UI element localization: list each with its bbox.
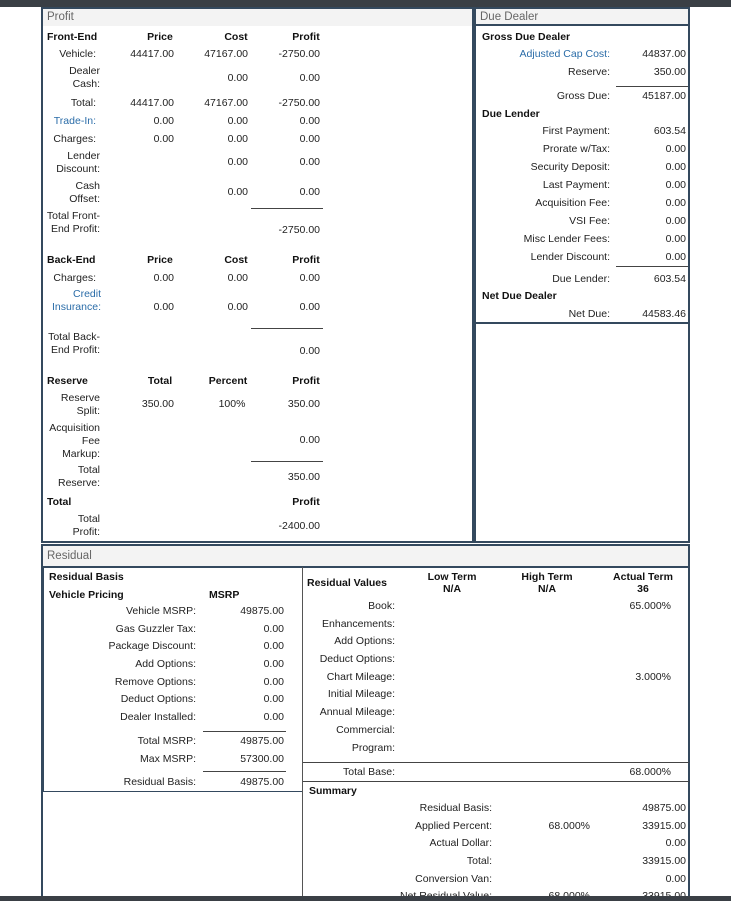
credit-insurance-link[interactable]: Credit Insurance: xyxy=(51,288,101,313)
trade-in-profit: 0.00 xyxy=(299,115,320,127)
total-price: 44417.00 xyxy=(130,97,174,109)
back-end-charges-label: Charges: xyxy=(53,272,96,284)
lender-row xyxy=(490,179,686,197)
back-end-cost-col: Cost xyxy=(224,254,248,266)
gross-due-dealer-heading: Gross Due Dealer xyxy=(482,31,571,43)
value-row-label: Commercial: xyxy=(336,723,395,736)
pricing-row-value: 0.00 xyxy=(263,711,284,724)
lender-discount-label: Lender Discount: xyxy=(56,150,100,175)
total-back-end-label: Total Back-End Profit: xyxy=(48,331,100,356)
acquisition-fee-markup-label: Acquisition Fee Markup: xyxy=(49,422,100,460)
due-lender-heading: Due Lender xyxy=(482,108,540,120)
summary-row xyxy=(380,855,690,873)
value-row-label: Initial Mileage: xyxy=(327,688,395,701)
lender-row-value: 0.00 xyxy=(665,251,686,263)
total-msrp-rule xyxy=(203,731,286,732)
vehicle-pricing-heading: Vehicle Pricing xyxy=(49,589,124,601)
value-row-label: Program: xyxy=(351,741,395,754)
pricing-row-label: Add Options: xyxy=(135,658,196,671)
residual-basis-heading: Residual Basis xyxy=(49,571,124,583)
summary-row-label: Actual Dollar: xyxy=(429,837,492,850)
total-profit: -2750.00 xyxy=(278,97,320,109)
reserve-split-percent: 100% xyxy=(218,398,246,410)
summary-row-label: Applied Percent: xyxy=(414,819,492,832)
max-msrp-value: 57300.00 xyxy=(240,753,284,765)
lender-row-value: 0.00 xyxy=(665,161,686,173)
residual-value-rows xyxy=(305,600,685,759)
due-dealer-section-title: Due Dealer xyxy=(476,9,688,26)
total-reserve-label: Total Reserve: xyxy=(57,464,100,489)
charges-label: Charges: xyxy=(53,133,96,145)
pricing-row-label: Remove Options: xyxy=(114,675,196,688)
summary-row-mid: 68.000% xyxy=(548,819,590,832)
due-lender-total-label: Due Lender: xyxy=(552,273,610,285)
summary-heading: Summary xyxy=(309,785,357,797)
credit-insurance-profit: 0.00 xyxy=(299,301,320,313)
msrp-col: MSRP xyxy=(209,589,240,601)
dealer-cash-cost: 0.00 xyxy=(227,72,248,84)
back-end-charges-cost: 0.00 xyxy=(227,272,248,284)
summary-row xyxy=(380,837,690,855)
pricing-row-value: 0.00 xyxy=(263,675,284,688)
value-row xyxy=(305,688,685,706)
value-row xyxy=(305,653,685,671)
gross-due-value: 45187.00 xyxy=(642,90,686,102)
low-term-value: N/A xyxy=(442,583,462,595)
lender-row xyxy=(490,197,686,215)
summary-row-value: 33915.00 xyxy=(642,855,686,868)
net-due-dealer-heading: Net Due Dealer xyxy=(482,290,557,302)
reserve-split-total: 350.00 xyxy=(141,398,174,410)
total-profit-label: Total Profit: xyxy=(72,513,100,538)
profit-section-title: Profit xyxy=(43,9,472,26)
vehicle-label: Vehicle: xyxy=(59,48,96,60)
lender-row-value: 603.54 xyxy=(653,125,686,137)
lender-row xyxy=(490,161,686,179)
pricing-row xyxy=(60,693,290,711)
bottom-bar xyxy=(0,896,731,901)
back-end-charges-profit: 0.00 xyxy=(299,272,320,284)
front-end-profit-col: Profit xyxy=(292,31,320,43)
lender-row-label: Lender Discount: xyxy=(530,251,610,263)
value-row-actual: 65.000% xyxy=(629,600,671,612)
lender-row-label: First Payment: xyxy=(542,125,610,137)
value-row-label: Book: xyxy=(368,600,395,612)
cash-offset-label: Cash Offset: xyxy=(69,180,100,205)
summary-row-value: 33915.00 xyxy=(642,819,686,832)
pricing-row-label: Deduct Options: xyxy=(120,693,196,706)
dd-reserve-value: 350.00 xyxy=(653,66,686,78)
lender-discount-profit: 0.00 xyxy=(299,156,320,168)
lender-row-label: Security Deposit: xyxy=(530,161,610,173)
dealer-cash-label: Dealer Cash: xyxy=(69,65,100,90)
acquisition-fee-markup-profit: 0.00 xyxy=(299,434,320,446)
lender-discount-cost: 0.00 xyxy=(227,156,248,168)
pricing-row xyxy=(60,676,290,694)
reserve-heading: Reserve xyxy=(47,375,88,387)
due-dealer-empty-area xyxy=(474,322,690,543)
value-row-label: Add Options: xyxy=(334,635,395,648)
front-end-total-rule xyxy=(251,208,323,209)
total-base-value: 68.000% xyxy=(629,766,671,778)
pricing-row-label: Vehicle MSRP: xyxy=(125,605,196,617)
top-bar xyxy=(0,0,731,7)
summary-row-label: Total: xyxy=(466,855,492,868)
back-end-profit-col: Profit xyxy=(292,254,320,266)
summary-row-value: 49875.00 xyxy=(642,802,686,814)
summary-rows xyxy=(380,802,690,908)
value-row-label: Enhancements: xyxy=(322,617,395,630)
lender-row-label: Acquisition Fee: xyxy=(535,197,610,209)
total-front-end-label: Total Front-End Profit: xyxy=(46,210,100,235)
gross-due-rule xyxy=(616,86,688,87)
lender-row-value: 0.00 xyxy=(665,143,686,155)
pricing-row xyxy=(60,640,290,658)
value-row xyxy=(305,706,685,724)
residual-divider xyxy=(302,567,303,897)
pricing-row xyxy=(60,658,290,676)
total-base-label: Total Base: xyxy=(343,766,395,778)
pricing-row-label: Gas Guzzler Tax: xyxy=(115,622,196,635)
residual-basis-value: 49875.00 xyxy=(240,776,284,788)
total-profit-col: Profit xyxy=(292,496,320,508)
charges-price: 0.00 xyxy=(153,133,174,145)
residual-values-heading: Residual Values xyxy=(307,577,387,589)
lender-row xyxy=(490,125,686,143)
summary-row xyxy=(380,820,690,838)
total-reserve-profit: 350.00 xyxy=(287,471,320,483)
residual-section-title: Residual xyxy=(43,546,688,568)
total-label: Total: xyxy=(70,97,96,109)
dealer-cash-profit: 0.00 xyxy=(299,72,320,84)
total-msrp-value: 49875.00 xyxy=(240,735,284,747)
low-term-col: Low Term xyxy=(427,571,477,583)
lender-row xyxy=(490,215,686,233)
reserve-total-rule xyxy=(251,461,323,462)
pricing-row-value: 49875.00 xyxy=(240,605,284,617)
value-row-label: Annual Mileage: xyxy=(319,706,395,719)
total-base-rule xyxy=(303,762,689,763)
high-term-col: High Term xyxy=(521,571,573,583)
value-row-label: Chart Mileage: xyxy=(326,670,395,683)
total-back-end-profit: 0.00 xyxy=(299,345,320,357)
summary-row xyxy=(380,802,690,820)
reserve-percent-col: Percent xyxy=(208,375,248,387)
total-heading: Total xyxy=(47,496,72,508)
back-end-price-col: Price xyxy=(147,254,173,266)
total-profit-value: -2400.00 xyxy=(278,520,320,532)
lender-row-value: 0.00 xyxy=(665,215,686,227)
lender-row-value: 0.00 xyxy=(665,197,686,209)
vehicle-price: 44417.00 xyxy=(130,48,174,60)
pricing-row-value: 0.00 xyxy=(263,622,284,635)
cash-offset-cost: 0.00 xyxy=(227,186,248,198)
pricing-row xyxy=(60,623,290,641)
total-front-end-profit: -2750.00 xyxy=(278,224,320,236)
cash-offset-profit: 0.00 xyxy=(299,186,320,198)
charges-cost: 0.00 xyxy=(227,133,248,145)
value-row xyxy=(305,724,685,742)
back-end-charges-price: 0.00 xyxy=(153,272,174,284)
trade-in-cost: 0.00 xyxy=(227,115,248,127)
front-end-price-col: Price xyxy=(147,31,173,43)
residual-basis-label: Residual Basis: xyxy=(123,776,196,788)
summary-row-value: 0.00 xyxy=(665,872,686,885)
actual-term-value: 36 xyxy=(637,583,649,595)
pricing-row xyxy=(60,605,290,623)
vehicle-profit: -2750.00 xyxy=(278,48,320,60)
dd-reserve-label: Reserve: xyxy=(567,66,610,78)
lender-row-label: Last Payment: xyxy=(542,179,610,191)
value-row xyxy=(305,671,685,689)
summary-row-label: Residual Basis: xyxy=(419,802,492,814)
gross-due-label: Gross Due: xyxy=(556,90,610,102)
total-cost: 47167.00 xyxy=(204,97,248,109)
trade-in-price: 0.00 xyxy=(153,115,174,127)
value-row xyxy=(305,618,685,636)
lender-row xyxy=(490,143,686,161)
max-msrp-label: Max MSRP: xyxy=(139,753,196,765)
high-term-value: N/A xyxy=(537,583,557,595)
lender-row-label: VSI Fee: xyxy=(569,215,610,227)
pricing-row-label: Dealer Installed: xyxy=(120,711,196,724)
pricing-rows xyxy=(60,605,290,729)
front-end-cost-col: Cost xyxy=(224,31,248,43)
trade-in-link[interactable]: Trade-In: xyxy=(53,115,96,127)
reserve-split-profit: 350.00 xyxy=(287,398,320,410)
pricing-row-value: 0.00 xyxy=(263,640,284,653)
vehicle-cost: 47167.00 xyxy=(204,48,248,60)
summary-rule xyxy=(303,781,689,782)
back-end-heading: Back-End xyxy=(47,254,96,266)
total-msrp-label: Total MSRP: xyxy=(137,735,196,747)
net-due-label: Net Due: xyxy=(568,308,610,320)
credit-insurance-price: 0.00 xyxy=(153,301,174,313)
lender-row-value: 0.00 xyxy=(665,179,686,191)
net-due-value: 44583.46 xyxy=(642,308,686,320)
reserve-profit-col: Profit xyxy=(292,375,320,387)
pricing-row-value: 0.00 xyxy=(263,693,284,706)
value-row-label: Deduct Options: xyxy=(319,653,395,666)
adjusted-cap-cost-link[interactable]: Adjusted Cap Cost: xyxy=(519,48,610,60)
front-end-heading: Front-End xyxy=(47,31,98,43)
due-lender-rows xyxy=(490,125,686,269)
due-lender-total-value: 603.54 xyxy=(653,273,686,285)
due-lender-rule xyxy=(616,266,688,267)
value-row-actual: 3.000% xyxy=(635,670,671,683)
residual-basis-rule xyxy=(203,771,286,772)
value-row xyxy=(305,635,685,653)
lender-row-label: Prorate w/Tax: xyxy=(542,143,610,155)
summary-row-label: Conversion Van: xyxy=(415,872,492,885)
back-end-total-rule xyxy=(251,328,323,329)
actual-term-col: Actual Term xyxy=(613,571,673,583)
reserve-split-label: Reserve Split: xyxy=(60,392,100,417)
reserve-total-col: Total xyxy=(147,375,173,387)
summary-row-value: 0.00 xyxy=(665,837,686,850)
charges-profit: 0.00 xyxy=(299,133,320,145)
pricing-row-value: 0.00 xyxy=(263,658,284,671)
summary-row xyxy=(380,873,690,891)
pricing-row xyxy=(60,711,290,729)
pricing-row-label: Package Discount: xyxy=(108,640,196,653)
value-row xyxy=(305,742,685,760)
lender-row-label: Misc Lender Fees: xyxy=(523,233,610,245)
value-row xyxy=(305,600,685,618)
lender-row xyxy=(490,233,686,251)
lender-row-value: 0.00 xyxy=(665,233,686,245)
adjusted-cap-cost-value: 44837.00 xyxy=(642,48,686,60)
credit-insurance-cost: 0.00 xyxy=(227,301,248,313)
